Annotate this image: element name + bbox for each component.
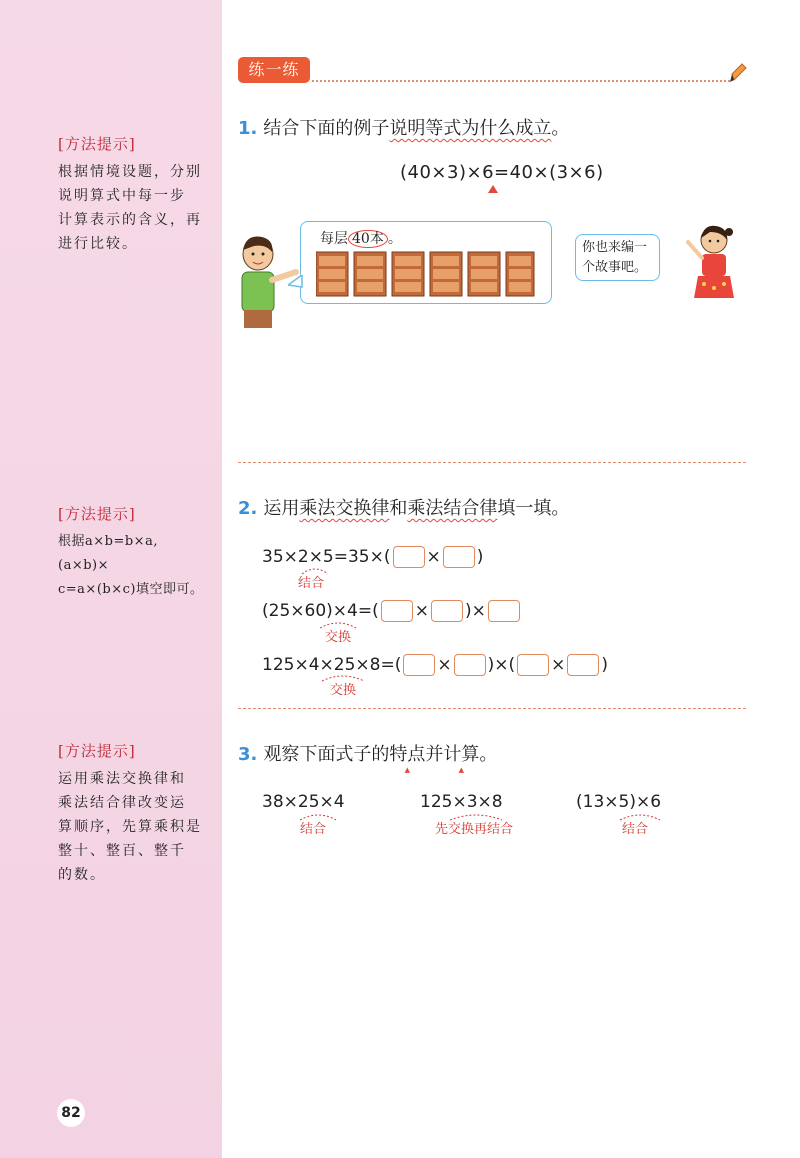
tip-body (58, 160, 208, 256)
expr-text: × (551, 655, 566, 675)
expr-text: 35×2×5=35×( (262, 547, 391, 567)
question-2-title (238, 494, 569, 520)
hint-label: 结合 (298, 576, 325, 591)
tip-title: [方法提示] (58, 505, 136, 523)
tip-line: 算顺序，先算乘积是 (58, 819, 202, 835)
question-keyword: 乘法结合律 (407, 498, 498, 519)
question-text: 并 (425, 744, 444, 765)
expr-text: × (426, 547, 441, 567)
question-keyword: 特点 ▲ (389, 744, 425, 765)
girl-line: 你也来编一 (582, 240, 648, 255)
tip-line: 运用乘法交换律和 (58, 771, 186, 787)
question-number: 3. (238, 744, 258, 765)
section-divider (238, 462, 746, 463)
question-number: 1. (238, 118, 258, 139)
fill-expression-1 (262, 546, 483, 568)
tip-line: 根据a×b=b×a,(a×b)× (58, 534, 158, 573)
tip-line: 整十、整百、整千 (58, 843, 186, 859)
answer-box[interactable] (381, 600, 413, 622)
answer-box[interactable] (431, 600, 463, 622)
method-tip-3 (58, 740, 208, 887)
answer-box[interactable] (403, 654, 435, 676)
question-text: 和 (389, 498, 408, 519)
question-3-title (238, 740, 497, 766)
question-keyword: 说明等式为什么成立 (389, 118, 552, 139)
bookshelf-icon (468, 252, 500, 296)
question-keyword: 计算 ▲ (443, 744, 479, 765)
question-text: 。 (551, 118, 570, 139)
expr-text: ) (476, 547, 484, 567)
tip-line: 说明算式中每一步 (58, 188, 186, 204)
bookshelf-icon (506, 252, 534, 296)
page-number: 82 (57, 1099, 85, 1127)
question-text: 。 (479, 744, 498, 765)
tip-line: 进行比较。 (58, 236, 138, 252)
question-1-title (238, 114, 569, 140)
section-divider (238, 708, 746, 709)
method-tip-2 (58, 503, 208, 602)
tip-line: 的数。 (58, 867, 106, 883)
calc-expression-2: 125×3×8 (420, 792, 503, 812)
tip-line: c=a×(b×c)填空即可。 (58, 582, 204, 597)
header-dotted-line (312, 80, 730, 82)
hint-label: 交换 (330, 683, 357, 698)
bubble-prefix: 每层 (320, 231, 348, 247)
answer-box[interactable] (393, 546, 425, 568)
answer-box[interactable] (517, 654, 549, 676)
bookshelf-icon (430, 252, 462, 296)
bookshelves (316, 250, 536, 298)
answer-box[interactable] (454, 654, 486, 676)
girl-line: 个故事吧。 (582, 260, 648, 275)
question-text: 观察下面式子的 (263, 744, 390, 765)
triangle-marker-icon (488, 185, 498, 193)
expr-text: 125×4×25×8=( (262, 655, 402, 675)
fill-expression-2 (262, 600, 522, 622)
bookshelf-icon (392, 252, 424, 296)
hint-label: 交换 (325, 630, 352, 645)
bubble-suffix: 。 (387, 231, 402, 247)
expr-text: × (437, 655, 452, 675)
question-keyword: 乘法交换律 (299, 498, 390, 519)
bubble-tail-icon (288, 275, 304, 291)
hint-label: 结合 (300, 822, 327, 837)
tip-line: 根据情境设题，分别 (58, 164, 202, 180)
hint-label: 结合 (622, 822, 649, 837)
expr-text: (25×60)×4=( (262, 601, 379, 621)
question-text: 运用 (263, 498, 300, 519)
expr-text: ) (601, 655, 608, 675)
bookshelf-icon (316, 252, 348, 296)
question-text: 结合下面的例子 (263, 118, 390, 139)
equation: (40×3)×6=40×(3×6) (400, 162, 604, 183)
tip-body (58, 530, 208, 602)
pencil-icon (730, 62, 748, 82)
answer-box[interactable] (443, 546, 475, 568)
expr-text: × (414, 601, 429, 621)
girl-icon (682, 222, 742, 306)
expr-text: )× (464, 601, 486, 621)
answer-box[interactable] (488, 600, 520, 622)
tip-title: [方法提示] (58, 742, 136, 760)
question-text: 填一填。 (497, 498, 570, 519)
question-number: 2. (238, 498, 258, 519)
section-badge: 练一练 (238, 57, 310, 83)
fill-expression-3 (262, 654, 608, 676)
tip-title: [方法提示] (58, 135, 136, 153)
expr-text: )×( (487, 655, 516, 675)
tip-line: 计算表示的含义，再 (58, 212, 202, 228)
hint-label: 先交换再结合 (435, 822, 514, 837)
calc-expression-3: (13×5)×6 (576, 792, 662, 812)
tip-line: 乘法结合律改变运 (58, 795, 186, 811)
girl-speech-bubble (575, 234, 660, 281)
method-tip-1 (58, 133, 208, 256)
circled-quantity: 40本 (348, 230, 388, 248)
bookshelf-icon (354, 252, 386, 296)
bubble-text (320, 228, 402, 248)
calc-expression-1: 38×25×4 (262, 792, 345, 812)
answer-box[interactable] (567, 654, 599, 676)
tip-body (58, 767, 208, 887)
